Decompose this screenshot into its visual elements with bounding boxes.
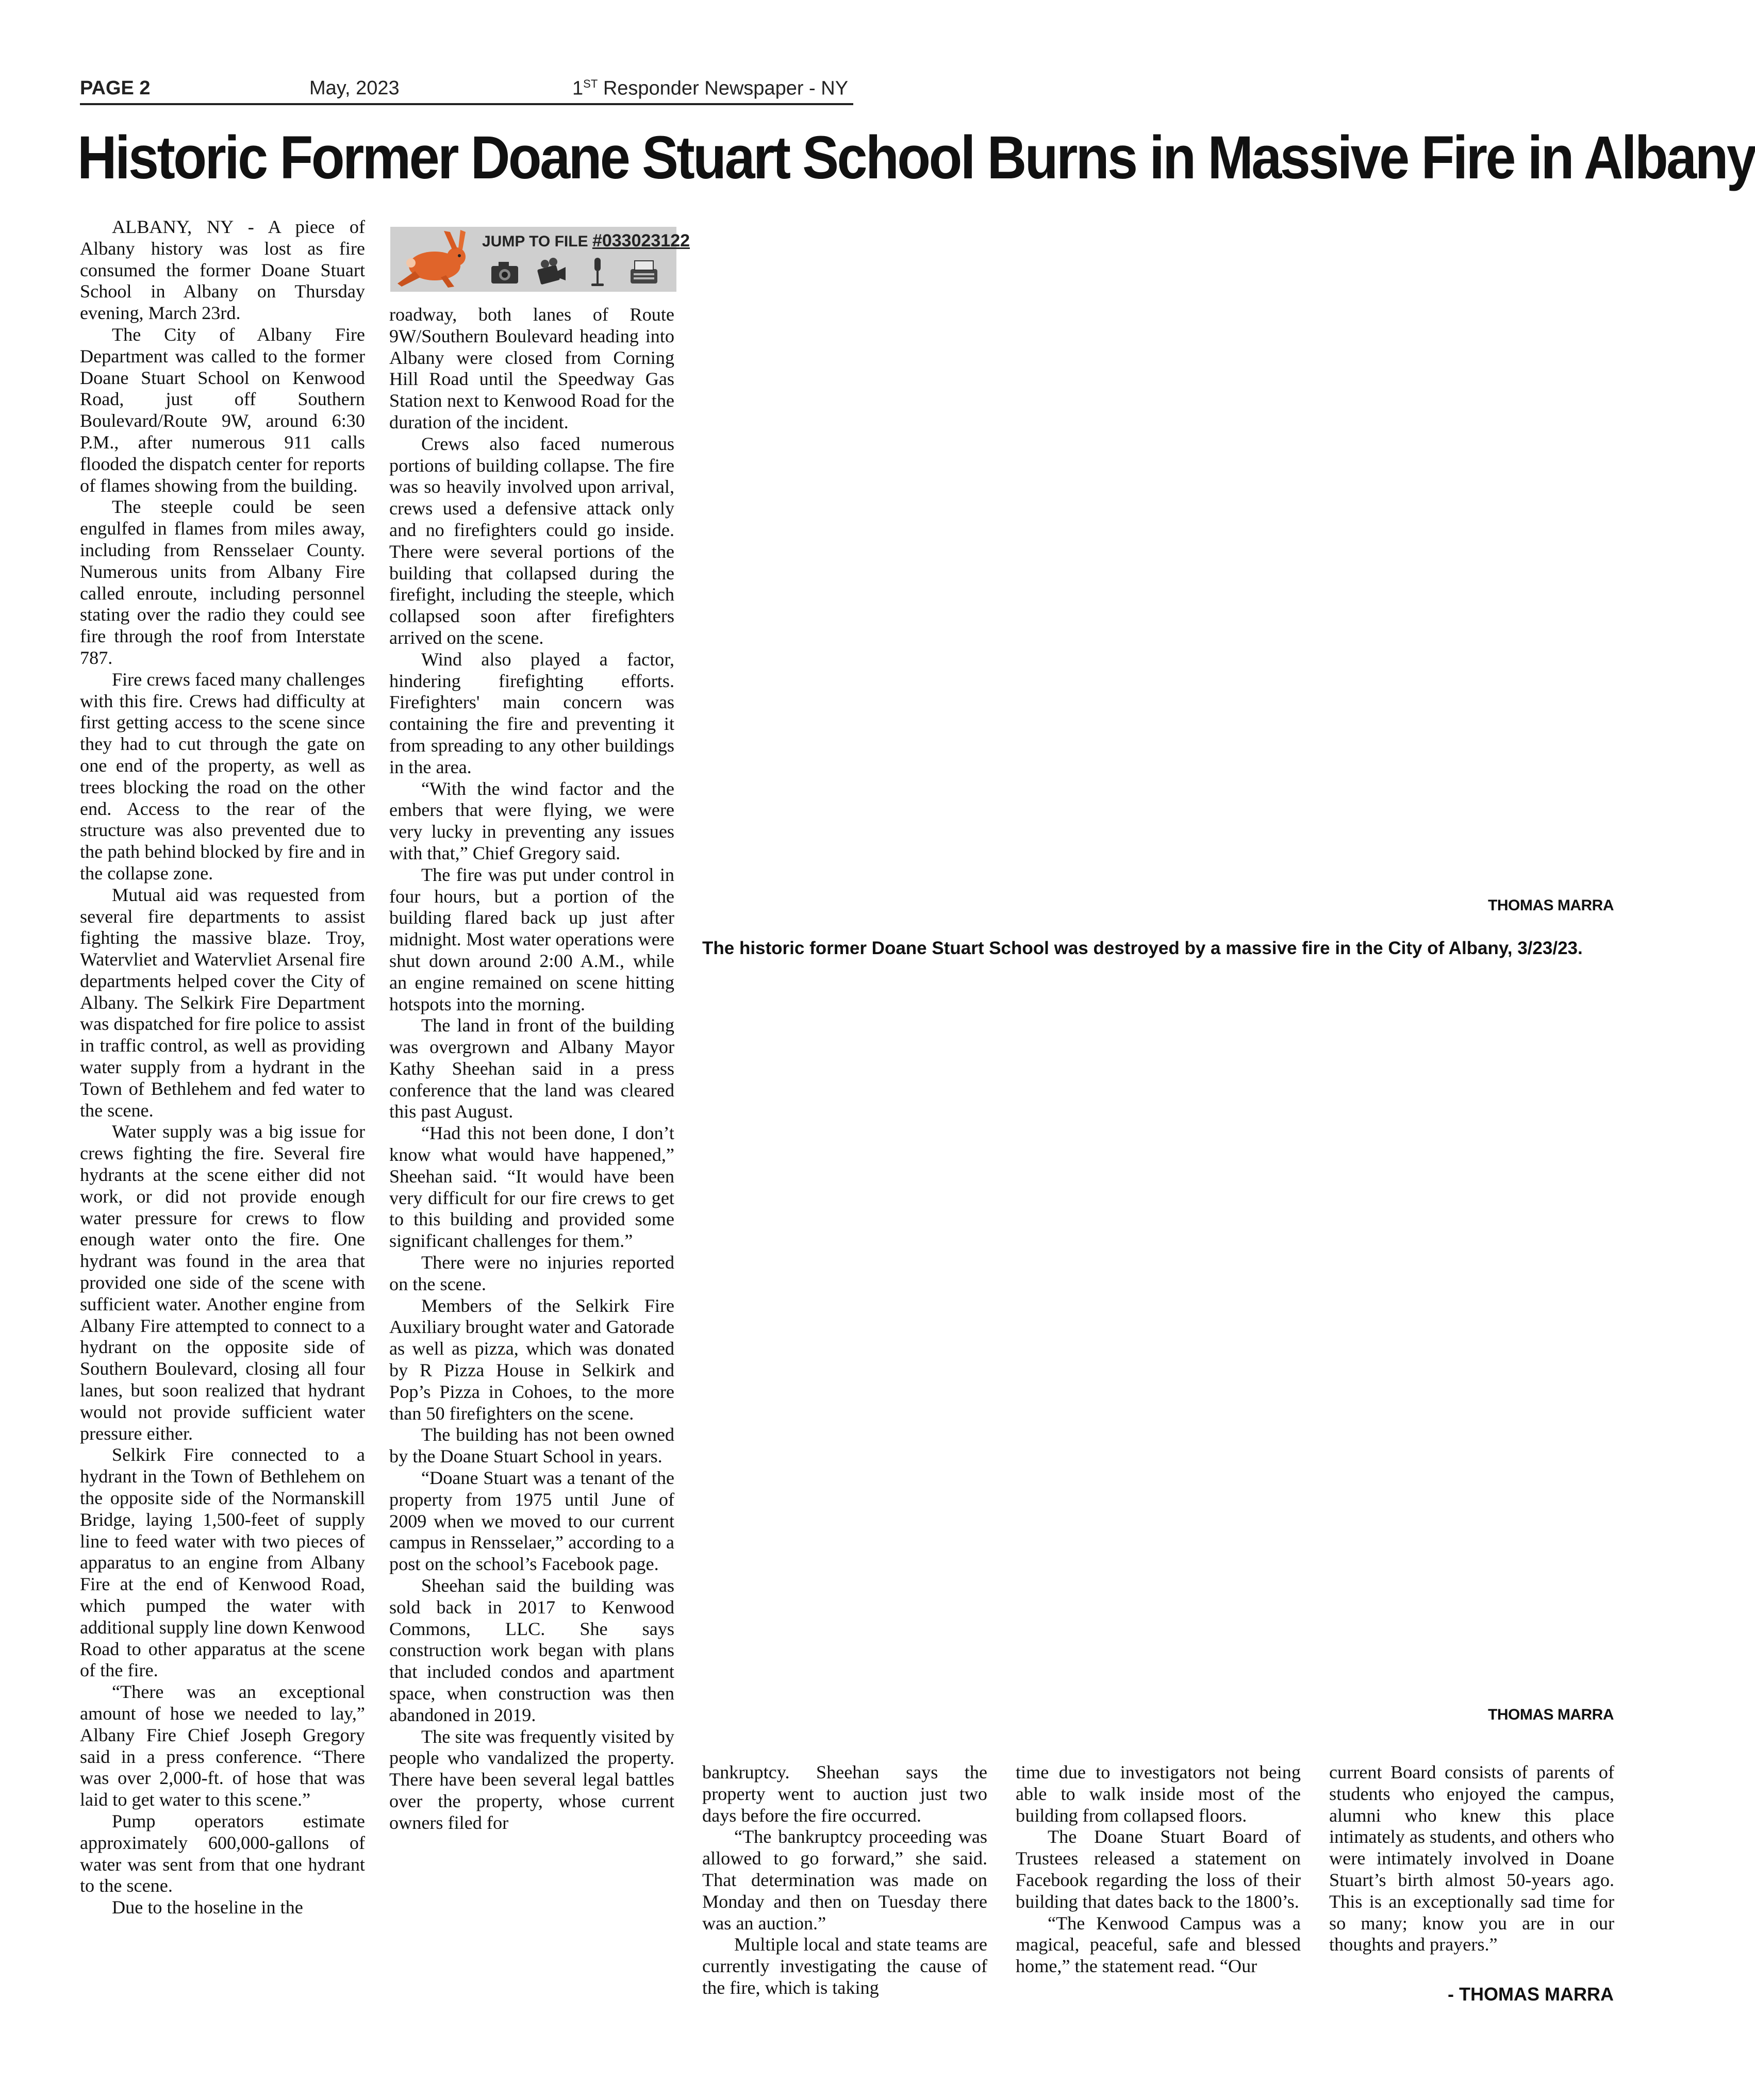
paragraph: “Had this not been done, I don’t know what would have happened,” Sheehan said. “It would have been very difficult for our fire crews to get to this building and provided some significant challenges for them.” (389, 1123, 674, 1252)
header-rule (80, 103, 853, 105)
video-camera-icon (535, 256, 568, 289)
article-headline: Historic Former Doane Stuart School Burns in Massive Fire in Albany (77, 124, 1755, 192)
camera-icon (488, 256, 521, 289)
paragraph: The City of Albany Fire Department was called to the former Doane Stuart School on Kenwood Road, just off Southern Boulevard/Route 9W, around 6:30 P.M., after numerous 911 calls flooded the dispatch center for reports of flames showing from the building. (80, 324, 365, 496)
paragraph: “The Kenwood Campus was a magical, peaceful, safe and blessed home,” the statement read. “Our (1016, 1912, 1301, 1977)
paragraph: Multiple local and state teams are currently investigating the cause of the fire, which is taking (702, 1934, 987, 1998)
jump-file-code: #033023122 (592, 231, 690, 251)
paragraph: Water supply was a big issue for crews fighting the fire. Several fire hydrants at the scene either did not work, or did not provide enough water pressure for crews to flow enough water onto the fire. One hydrant was found in the area that provided one side of the scene with sufficient water. Another engine from Albany Fire attempted to connect to a hydrant on the opposite side of Southern Boulevard, closing all four lanes, but soon realized that hydrant would not provide sufficient water pressure either. (80, 1121, 365, 1444)
paragraph: “There was an exceptional amount of hose we needed to lay,” Albany Fire Chief Joseph Gregory said in a press conference. “There was over 2,000-ft. of hose that was laid to get water to this scene.” (80, 1681, 365, 1810)
photo-credit: THOMAS MARRA (1488, 897, 1614, 914)
paragraph: The fire was put under control in four hours, but a portion of the building flared back up just after midnight. Most water operations were shut down around 2:00 A.M., while an engine remained on scene hitting hotspots into the morning. (389, 864, 674, 1014)
fire-photo-1 (702, 222, 1615, 892)
paragraph: Pump operators estimate approximately 600,000-gallons of water was sent from that one hydrant to the scene. (80, 1810, 365, 1896)
paragraph: Selkirk Fire connected to a hydrant in the Town of Bethlehem on the opposite side of the Normanskill Bridge, laying 1,500-feet of supply line to feed water with two pieces of apparatus to an engine from Albany Fire at the end of Kenwood Road, which pumped the water with additional supply line down Kenwood Road to other apparatus at the scene of the fire. (80, 1444, 365, 1681)
paragraph: current Board consists of parents of students who enjoyed the campus, alumni who knew this place intimately as students, and others who were intimately involved in Doane Stuart’s birth almost 50-years ago. This is an exceptionally sad time for so many; know you are in our thoughts and prayers.” (1329, 1762, 1614, 1955)
issue-date: May, 2023 (309, 77, 400, 99)
microphone-icon (581, 256, 614, 289)
paragraph: The site was frequently visited by people who vandalized the property. There have been several legal battles over the property, whose current owners filed for (389, 1726, 674, 1833)
paragraph: bankruptcy. Sheehan says the property went to auction just two days before the fire occurred. (702, 1762, 987, 1826)
fire-photo-2 (702, 1005, 1615, 1701)
article-column-3 (702, 1762, 987, 2009)
paragraph: ALBANY, NY - A piece of Albany history was lost as fire consumed the former Doane Stuart School in Albany on Thursday evening, March 23rd. (80, 216, 365, 324)
paragraph: The building has not been owned by the Doane Stuart School in years. (389, 1424, 674, 1467)
paragraph: Due to the hoseline in the (112, 1897, 303, 1918)
paragraph: “The bankruptcy proceeding was allowed to go forward,” she said. That determination was made on Monday and then on Tuesday there was an auction.” (702, 1826, 987, 1934)
jump-label: JUMP TO FILE #033023122 (482, 231, 690, 251)
article-byline: - THOMAS MARRA (1448, 1984, 1614, 2005)
article-column-2 (389, 304, 674, 2010)
media-icons (478, 256, 674, 289)
paragraph: There were no injuries reported on the scene. (389, 1252, 674, 1294)
typewriter-icon (627, 256, 660, 289)
paragraph: Crews also faced numerous portions of building collapse. The fire was so heavily involved upon arrival, crews used a defensive attack only and no firefighters could go inside. There were several portions of the building that collapsed during the firefight, including the steeple, which collapsed soon after firefighters arrived on the scene. (389, 433, 674, 648)
jump-to-file-box[interactable] (390, 227, 690, 292)
paragraph: The land in front of the building was overgrown and Albany Mayor Kathy Sheehan said in a press conference that the land was cleared this past August. (389, 1015, 674, 1122)
paragraph: “Doane Stuart was a tenant of the property from 1975 until June of 2009 when we moved to our current campus in Rensselaer,” according to a post on the school’s Facebook page. (389, 1468, 674, 1575)
paragraph: “With the wind factor and the embers that were flying, we were very lucky in preventing any issues with that,” Chief Gregory said. (389, 778, 674, 863)
publication-name: 1ST Responder Newspaper - NY (572, 77, 849, 99)
paragraph: Fire crews faced many challenges with this fire. Crews had difficulty at first getting access to the scene since they had to cut through the gate on one end of the property, as well as trees blocking the road on the other end. Access to the rear of the structure was also prevented due to the path behind blocked by fire and in the collapse zone. (80, 669, 365, 884)
photo-caption: The historic former Doane Stuart School was destroyed by a massive fire in the City of Albany, 3/23/23. (702, 938, 1583, 958)
paragraph: roadway, both lanes of Route 9W/Southern Boulevard heading into Albany were closed from Corning Hill Road until the Speedway Gas Station next to Kenwood Road for the duration of the incident. (389, 304, 674, 432)
article-column-5 (1329, 1762, 1614, 1978)
paragraph: Wind also played a factor, hindering firefighting efforts. Firefighters' main concern was containing the fire and preventing it from spreading to any other buildings in the area. (389, 648, 674, 777)
paragraph: The steeple could be seen engulfed in flames from miles away, including from Rensselaer County. Numerous units from Albany Fire called enroute, including personnel stating over the radio they could see fire through the roof from Interstate 787. (80, 496, 365, 668)
article-column-4 (1016, 1762, 1301, 2009)
page-number: PAGE 2 (80, 77, 151, 99)
article-column-1 (80, 216, 365, 2010)
paragraph: The Doane Stuart Board of Trustees released a statement on Facebook regarding the loss of their building that dates back to the 1800’s. (1016, 1826, 1301, 1912)
photo-credit: THOMAS MARRA (1488, 1706, 1614, 1723)
paragraph: Members of the Selkirk Fire Auxiliary brought water and Gatorade as well as pizza, which was donated by R Pizza House in Selkirk and Pop’s Pizza in Cohoes, to the more than 50 firefighters on the scene. (389, 1295, 674, 1424)
rabbit-icon (394, 230, 472, 289)
paragraph: Sheehan said the building was sold back in 2017 to Kenwood Commons, LLC. She says construction work began with plans that included condos and apartment space, when construction was then abandoned in 2019. (389, 1575, 674, 1725)
paragraph: Mutual aid was requested from several fire departments to assist fighting the massive blaze. Troy, Watervliet and Watervliet Arsenal fire departments helped cover the City of Albany. The Selkirk Fire Department was dispatched for fire police to assist in traffic control, as well as providing water supply from a hydrant in the Town of Bethlehem and fed water to the scene. (80, 884, 365, 1121)
paragraph: time due to investigators not being able to walk inside most of the building from collapsed floors. (1016, 1762, 1301, 1826)
